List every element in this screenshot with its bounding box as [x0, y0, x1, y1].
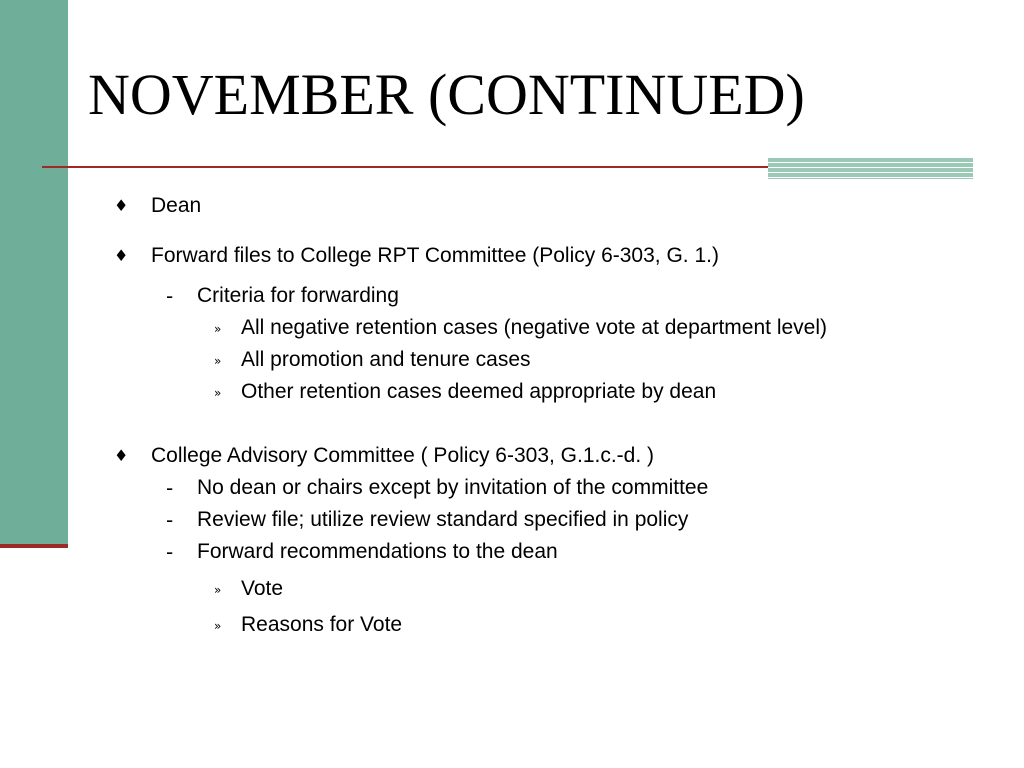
sub-bullet-review-file: Review file; utilize review standard specified in policy [197, 508, 689, 531]
left-accent-bar [0, 0, 68, 547]
bullet-college-advisory: College Advisory Committee ( Policy 6-303, G.1.c.-d. ) [151, 444, 655, 467]
guillemet-bullet-icon: » [214, 619, 222, 633]
diamond-bullet-icon: ♦ [114, 246, 129, 265]
guillemet-bullet-icon: » [214, 322, 222, 336]
diamond-bullet-icon: ♦ [114, 446, 129, 465]
slide-title: NOVEMBER (CONTINUED) [88, 62, 805, 127]
guillemet-bullet-icon: » [214, 583, 222, 597]
bullet-forward-files: Forward files to College RPT Committee (Policy 6-303, G. 1.) [151, 244, 719, 267]
sub-bullet-criteria: Criteria for forwarding [197, 284, 399, 307]
bullet-dean: Dean [151, 194, 202, 217]
title-accent-stripes [768, 158, 973, 179]
dash-bullet-icon: - [166, 508, 174, 532]
sub-bullet-forward-recommendations: Forward recommendations to the dean [197, 540, 558, 563]
dash-bullet-icon: - [166, 476, 174, 500]
sub-sub-bullet-reasons-for-vote: Reasons for Vote [241, 613, 403, 636]
sub-sub-bullet-negative-retention: All negative retention cases (negative vote at department level) [241, 316, 828, 339]
dash-bullet-icon: - [166, 540, 174, 564]
left-accent-bar-edge [0, 544, 68, 548]
sub-bullet-no-dean: No dean or chairs except by invitation of the committee [197, 476, 709, 499]
guillemet-bullet-icon: » [214, 386, 222, 400]
diamond-bullet-icon: ♦ [114, 196, 129, 215]
guillemet-bullet-icon: » [214, 354, 222, 368]
sub-sub-bullet-promotion-tenure: All promotion and tenure cases [241, 348, 531, 371]
sub-sub-bullet-other-retention: Other retention cases deemed appropriate by dean [241, 380, 717, 403]
sub-sub-bullet-vote: Vote [241, 577, 284, 600]
dash-bullet-icon: - [166, 284, 174, 308]
